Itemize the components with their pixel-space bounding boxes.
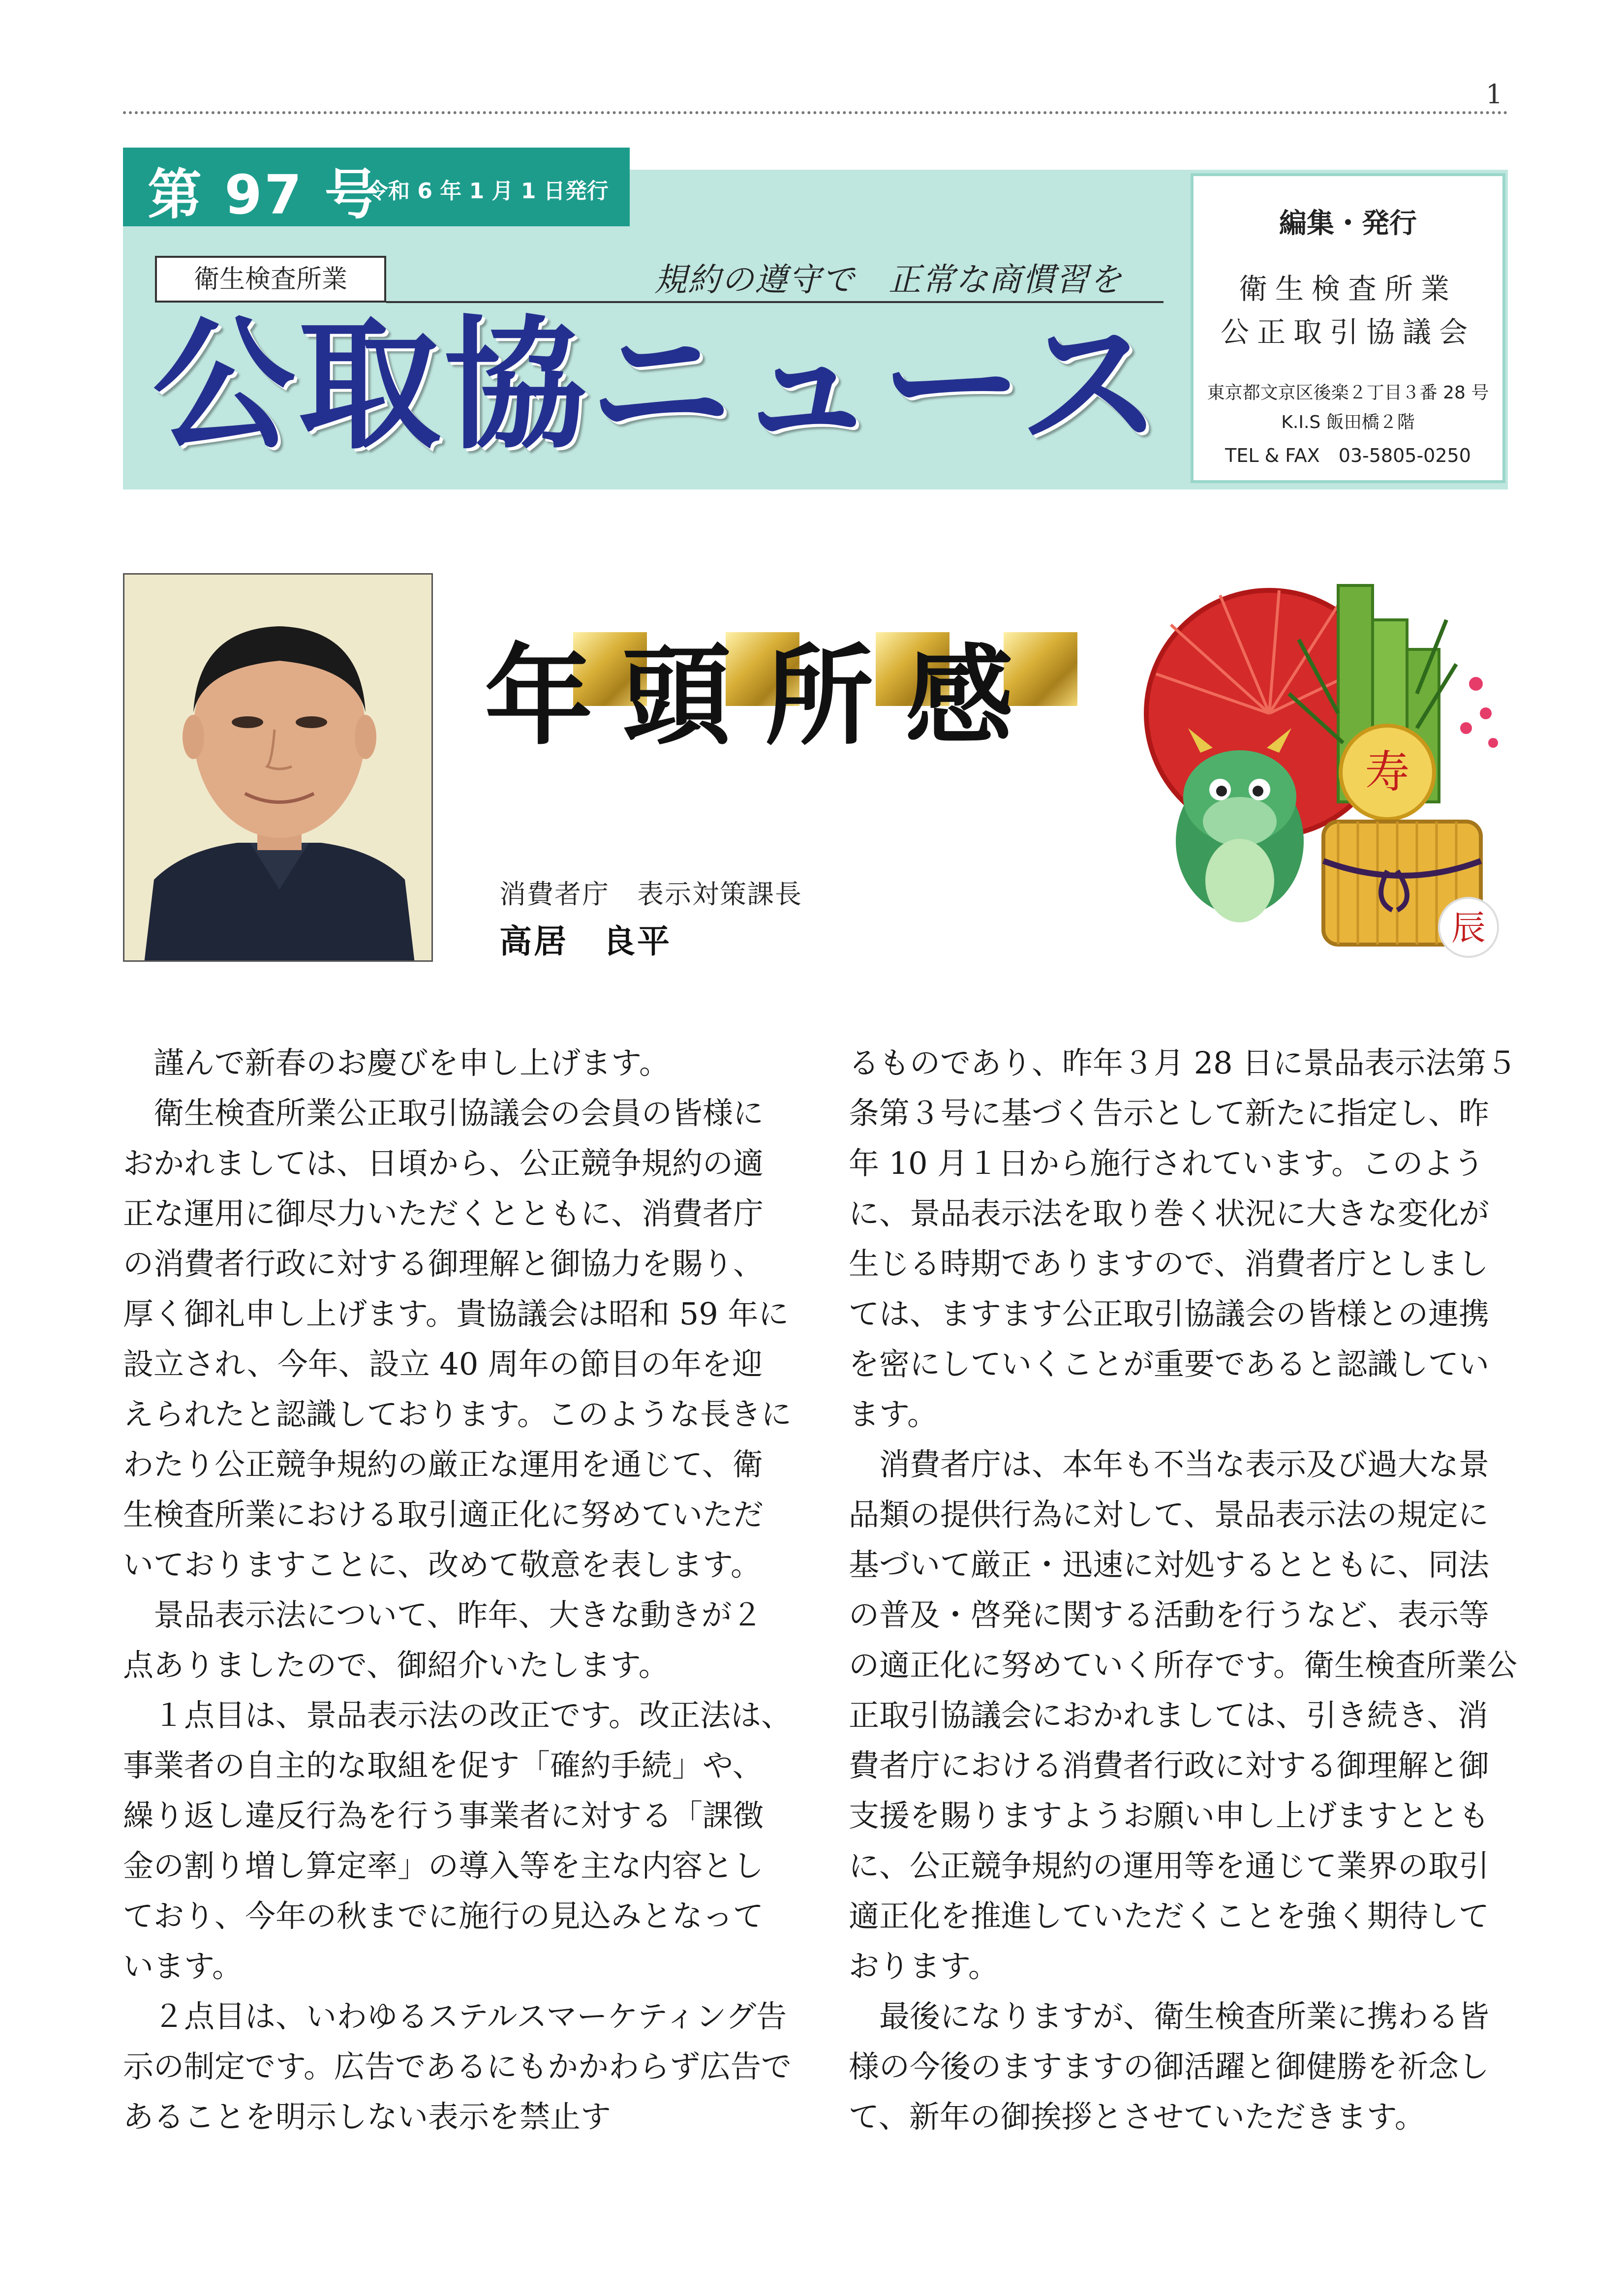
article-paragraph: ２点目は、いわゆるステルスマーケティング告示の制定です。広告であるにもかかわらず広告であることを明示しない表示を禁止す xyxy=(123,1998,792,2135)
heading-char: 年 xyxy=(485,632,593,760)
article-right-column xyxy=(849,1038,1518,2142)
heading-char: 感 xyxy=(905,632,1014,760)
publisher-heading: 編集・発行 xyxy=(1279,208,1417,240)
article-paragraph: 景品表示法について、昨年、大きな動きが２点ありましたので、御紹介いたします。 xyxy=(123,1597,763,1683)
top-dotted-rule xyxy=(123,111,1508,114)
publisher-address-line1: 東京都文京区後楽２丁目３番 28 号 xyxy=(1207,383,1489,403)
kotobuki-badge: 寿 xyxy=(1365,746,1409,798)
author-name: 高居 良平 xyxy=(499,922,672,960)
slogan: 規約の遵守で 正常な商慣習を xyxy=(654,261,1123,299)
article-left-column xyxy=(123,1038,792,2142)
industry-tag: 衛生検査所業 xyxy=(155,256,386,303)
publisher-tel: TEL & FAX 03-5805-0250 xyxy=(1225,445,1471,466)
publisher-address-line2: K.I.S 飯田橋２階 xyxy=(1281,412,1415,432)
article-paragraph: 最後になりますが、衛生検査所業に携わる皆様の今後のますますの御活躍と御健勝を祈念して、新年の御挨拶とさせていただきます。 xyxy=(849,1998,1490,2135)
author-title: 消費者庁 表示対策課長 xyxy=(499,879,802,910)
page-number: 1 xyxy=(1486,79,1503,110)
heading-char: 所 xyxy=(765,632,874,760)
portrait-drawing xyxy=(124,575,433,962)
issue-number: 第 97 号 xyxy=(148,163,381,226)
author-portrait xyxy=(123,573,433,962)
heading-char: 頭 xyxy=(622,632,731,760)
tatsu-badge: 辰 xyxy=(1451,908,1486,948)
gold-square-decoration xyxy=(1004,632,1077,706)
article-paragraph: 衛生検査所業公正取引協議会の会員の皆様におかれましては、日頃から、公正競争規約の適正な運用に御尽力いただくとともに、消費者庁の消費者行政に対する御理解と御協力を賜り、厚く御礼申し上げます。貴協議会は昭和 59 年に設立され、今年、設立 40 周年の節目の年を迎えられたと認識しております。このような長きにわたり公正競争規約の厳正な運用を通じて、衛生検査所業における取引適正化に努めていただいておりますことに、改めて敬意を表します。 xyxy=(123,1095,792,1583)
article-paragraph: るものであり、昨年３月 28 日に景品表示法第５条第３号に基づく告示として新たに指定し、昨年 10 月１日から施行されています。このように、景品表示法を取り巻く状況に大きな変化が生じる時期でありますので、消費者庁としましては、ますます公正取引協議会の皆様との連携を密にしていくことが重要であると認識しています。 xyxy=(849,1045,1517,1432)
article-paragraph: １点目は、景品表示法の改正です。改正法は、事業者の自主的な取組を促す「確約手続」や、繰り返し違反行為を行う事業者に対する「課徴金の割り増し算定率」の導入等を主な内容としており、今年の秋までに施行の見込みとなっています。 xyxy=(123,1697,792,1984)
issue-date: 令和 6 年 1 月 1 日発行 xyxy=(367,179,609,204)
publisher-name-line1: 衛生検査所業 xyxy=(1238,272,1457,306)
new-year-illustration xyxy=(1141,566,1510,974)
article-paragraph: 謹んで新春のお慶びを申し上げます。 xyxy=(123,1045,670,1081)
kadomatsu-dragon-icon xyxy=(1141,566,1510,974)
article-paragraph: 消費者庁は、本年も不当な表示及び過大な景品類の提供行為に対して、景品表示法の規定に基づいて厳正・迅速に対処するとともに、同法の普及・啓発に関する活動を行うなど、表示等の適正化に努めていく所存です。衛生検査所業公正取引協議会におかれましては、引き続き、消費者庁における消費者行政に対する御理解と御支援を賜りますようお願い申し上げますとともに、公正競争規約の運用等を通じて業界の取引適正化を推進していただくことを強く期待しております。 xyxy=(849,1446,1518,1984)
publisher-name-line2: 公正取引協議会 xyxy=(1220,315,1475,349)
newsletter-title: 公取協ニュース xyxy=(153,303,1165,469)
